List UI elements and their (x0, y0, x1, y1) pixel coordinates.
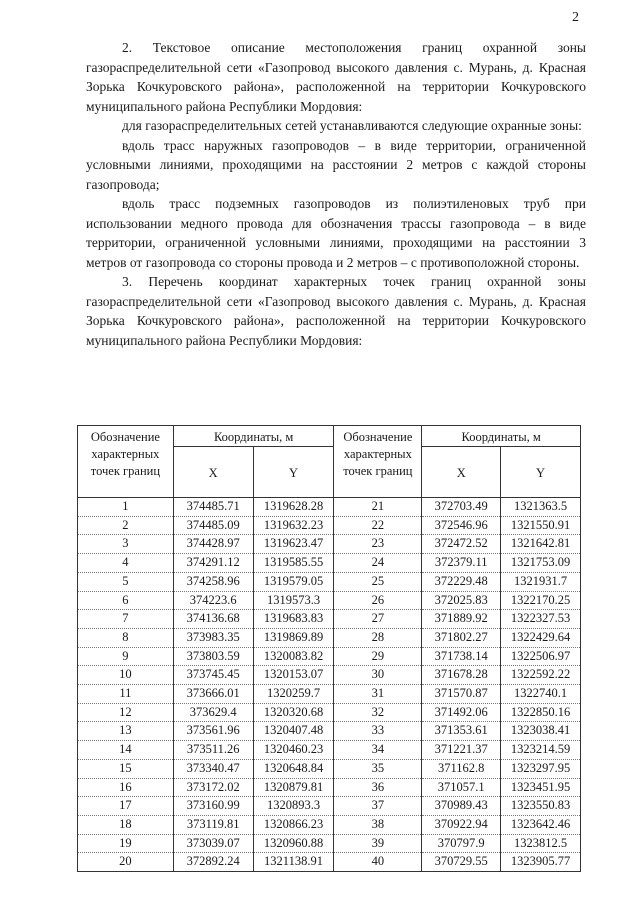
cell-x-right: 371162.8 (422, 759, 501, 778)
cell-y-right: 1323550.83 (501, 797, 581, 816)
paragraph-description: 2. Текстовое описание местоположения границ охранной зоны газораспределительной сети «Газопровод высокого давления с. Мурань, д. Красная Зорька Кочкуровского района», расположенной на территории Кочкуровского муниципального района Республики Мордовия: (86, 40, 586, 114)
cell-y-left: 1319683.83 (253, 610, 334, 629)
cell-point-left: 9 (78, 647, 174, 666)
cell-y-right: 1323642.46 (501, 815, 581, 834)
cell-y-left: 1321138.91 (253, 853, 334, 872)
cell-x-left: 373561.96 (173, 722, 253, 741)
table-row (78, 778, 581, 797)
cell-point-right: 27 (334, 610, 422, 629)
table-row (78, 535, 581, 554)
cell-point-left: 7 (78, 610, 174, 629)
cell-y-right: 1321642.81 (501, 535, 581, 554)
cell-x-right: 370729.55 (422, 853, 501, 872)
cell-point-right: 34 (334, 741, 422, 760)
paragraph-above-ground: вдоль трасс наружных газопроводов – в виде территории, ограниченной условными линиями, проходящими на расстоянии 2 метров с каждой стороны газопровода; (86, 137, 586, 192)
table-body (78, 498, 581, 872)
cell-y-right: 1323451.95 (501, 778, 581, 797)
table-row (78, 853, 581, 872)
table-row (78, 759, 581, 778)
table-row (78, 666, 581, 685)
cell-point-right: 25 (334, 572, 422, 591)
cell-x-right: 372229.48 (422, 572, 501, 591)
cell-x-right: 371889.92 (422, 610, 501, 629)
cell-x-left: 374485.71 (173, 498, 253, 517)
cell-y-right: 1323297.95 (501, 759, 581, 778)
cell-x-left: 374485.09 (173, 516, 253, 535)
paragraph-underground: вдоль трасс подземных газопроводов из полиэтиленовых труб при использовании медного провода для обозначения трассы газопровода – в виде территории, ограниченной условными линиями, проходящими на расстоянии 3 метров от газопровода со стороны провода и 2 метров – с противоположной стороны. (86, 196, 586, 270)
cell-y-left: 1320866.23 (253, 815, 334, 834)
cell-x-right: 371221.37 (422, 741, 501, 760)
cell-x-left: 373983.35 (173, 628, 253, 647)
table-row (78, 834, 581, 853)
header-point-left: Обозначение характерных точек границ (78, 426, 174, 498)
cell-point-left: 5 (78, 572, 174, 591)
cell-y-right: 1322327.53 (501, 610, 581, 629)
coordinates-table (77, 425, 581, 872)
cell-x-left: 374136.68 (173, 610, 253, 629)
cell-point-right: 30 (334, 666, 422, 685)
cell-y-left: 1319623.47 (253, 535, 334, 554)
cell-point-left: 2 (78, 516, 174, 535)
cell-x-right: 370797.9 (422, 834, 501, 853)
cell-point-left: 4 (78, 554, 174, 573)
cell-x-left: 374428.97 (173, 535, 253, 554)
cell-point-left: 10 (78, 666, 174, 685)
cell-y-right: 1321753.09 (501, 554, 581, 573)
cell-point-right: 22 (334, 516, 422, 535)
paragraph-coords-list: 3. Перечень координат характерных точек границ охранной зоны газораспределительной сети «Газопровод высокого давления с. Мурань, д. Красная Зорька Кочкуровского района», расположенной на территории Кочкуровского муниципального района Республики Мордовия: (86, 274, 586, 348)
cell-y-left: 1320407.48 (253, 722, 334, 741)
cell-x-left: 374258.96 (173, 572, 253, 591)
cell-point-left: 14 (78, 741, 174, 760)
cell-point-right: 31 (334, 685, 422, 704)
table-row (78, 628, 581, 647)
cell-y-right: 1323038.41 (501, 722, 581, 741)
cell-y-right: 1323812.5 (501, 834, 581, 853)
header-x-right: X (422, 447, 501, 498)
cell-point-left: 18 (78, 815, 174, 834)
cell-y-right: 1323905.77 (501, 853, 581, 872)
cell-x-left: 374223.6 (173, 591, 253, 610)
cell-point-left: 17 (78, 797, 174, 816)
cell-y-right: 1322740.1 (501, 685, 581, 704)
cell-point-right: 24 (334, 554, 422, 573)
cell-point-left: 8 (78, 628, 174, 647)
header-point-right: Обозначение характерных точек границ (334, 426, 422, 498)
cell-point-right: 28 (334, 628, 422, 647)
cell-y-left: 1320460.23 (253, 741, 334, 760)
cell-point-right: 21 (334, 498, 422, 517)
cell-point-left: 3 (78, 535, 174, 554)
table-row (78, 516, 581, 535)
cell-y-left: 1319585.55 (253, 554, 334, 573)
cell-x-left: 373160.99 (173, 797, 253, 816)
header-x-left: X (173, 447, 253, 498)
cell-y-left: 1319869.89 (253, 628, 334, 647)
cell-point-right: 23 (334, 535, 422, 554)
cell-x-right: 372379.11 (422, 554, 501, 573)
cell-x-left: 372892.24 (173, 853, 253, 872)
cell-point-left: 13 (78, 722, 174, 741)
header-y-left: Y (253, 447, 334, 498)
cell-x-left: 373803.59 (173, 647, 253, 666)
table-row (78, 610, 581, 629)
cell-x-right: 371353.61 (422, 722, 501, 741)
cell-x-left: 373039.07 (173, 834, 253, 853)
table-row (78, 498, 581, 517)
cell-y-left: 1320960.88 (253, 834, 334, 853)
table-row (78, 703, 581, 722)
cell-y-right: 1322170.25 (501, 591, 581, 610)
table-row (78, 685, 581, 704)
cell-x-left: 374291.12 (173, 554, 253, 573)
cell-point-right: 29 (334, 647, 422, 666)
header-coords-left: Координаты, м (173, 426, 334, 447)
cell-point-left: 6 (78, 591, 174, 610)
table-row (78, 797, 581, 816)
cell-x-right: 370922.94 (422, 815, 501, 834)
cell-y-right: 1323214.59 (501, 741, 581, 760)
cell-x-right: 371802.27 (422, 628, 501, 647)
page-number: 2 (572, 10, 579, 25)
cell-point-left: 20 (78, 853, 174, 872)
cell-x-left: 373745.45 (173, 666, 253, 685)
cell-x-right: 371492.06 (422, 703, 501, 722)
cell-y-left: 1320320.68 (253, 703, 334, 722)
cell-y-right: 1322506.97 (501, 647, 581, 666)
header-y-right: Y (501, 447, 581, 498)
cell-point-right: 38 (334, 815, 422, 834)
cell-point-right: 33 (334, 722, 422, 741)
cell-x-left: 373666.01 (173, 685, 253, 704)
cell-x-right: 370989.43 (422, 797, 501, 816)
cell-x-right: 372025.83 (422, 591, 501, 610)
cell-y-left: 1320879.81 (253, 778, 334, 797)
cell-y-left: 1319579.05 (253, 572, 334, 591)
cell-y-left: 1320153.07 (253, 666, 334, 685)
cell-y-left: 1320893.3 (253, 797, 334, 816)
cell-point-left: 16 (78, 778, 174, 797)
cell-x-right: 371678.28 (422, 666, 501, 685)
body-text (86, 38, 586, 350)
cell-point-right: 26 (334, 591, 422, 610)
cell-x-right: 372703.49 (422, 498, 501, 517)
cell-y-left: 1320648.84 (253, 759, 334, 778)
cell-y-right: 1321931.7 (501, 572, 581, 591)
cell-y-right: 1321550.91 (501, 516, 581, 535)
cell-point-left: 1 (78, 498, 174, 517)
cell-point-right: 40 (334, 853, 422, 872)
table-row (78, 591, 581, 610)
cell-x-left: 373172.02 (173, 778, 253, 797)
cell-point-left: 11 (78, 685, 174, 704)
table-row (78, 722, 581, 741)
cell-x-right: 371570.87 (422, 685, 501, 704)
cell-x-left: 373511.26 (173, 741, 253, 760)
table-row (78, 554, 581, 573)
table-row (78, 815, 581, 834)
paragraph-zones-intro: для газораспределительных сетей устанавливаются следующие охранные зоны: (122, 118, 582, 133)
cell-x-right: 371057.1 (422, 778, 501, 797)
cell-x-right: 372472.52 (422, 535, 501, 554)
cell-point-right: 32 (334, 703, 422, 722)
cell-point-right: 36 (334, 778, 422, 797)
header-coords-right: Координаты, м (422, 426, 581, 447)
cell-point-left: 15 (78, 759, 174, 778)
cell-y-right: 1322429.64 (501, 628, 581, 647)
table-row (78, 741, 581, 760)
cell-x-right: 372546.96 (422, 516, 501, 535)
cell-y-left: 1320083.82 (253, 647, 334, 666)
cell-point-left: 12 (78, 703, 174, 722)
cell-point-right: 37 (334, 797, 422, 816)
cell-y-right: 1321363.5 (501, 498, 581, 517)
cell-y-left: 1319573.3 (253, 591, 334, 610)
cell-point-left: 19 (78, 834, 174, 853)
table-row (78, 572, 581, 591)
cell-y-left: 1319628.28 (253, 498, 334, 517)
cell-point-right: 35 (334, 759, 422, 778)
cell-point-right: 39 (334, 834, 422, 853)
cell-x-left: 373629.4 (173, 703, 253, 722)
cell-x-left: 373340.47 (173, 759, 253, 778)
cell-y-right: 1322592.22 (501, 666, 581, 685)
cell-y-right: 1322850.16 (501, 703, 581, 722)
cell-x-right: 371738.14 (422, 647, 501, 666)
cell-y-left: 1319632.23 (253, 516, 334, 535)
cell-x-left: 373119.81 (173, 815, 253, 834)
cell-y-left: 1320259.7 (253, 685, 334, 704)
table-row (78, 647, 581, 666)
